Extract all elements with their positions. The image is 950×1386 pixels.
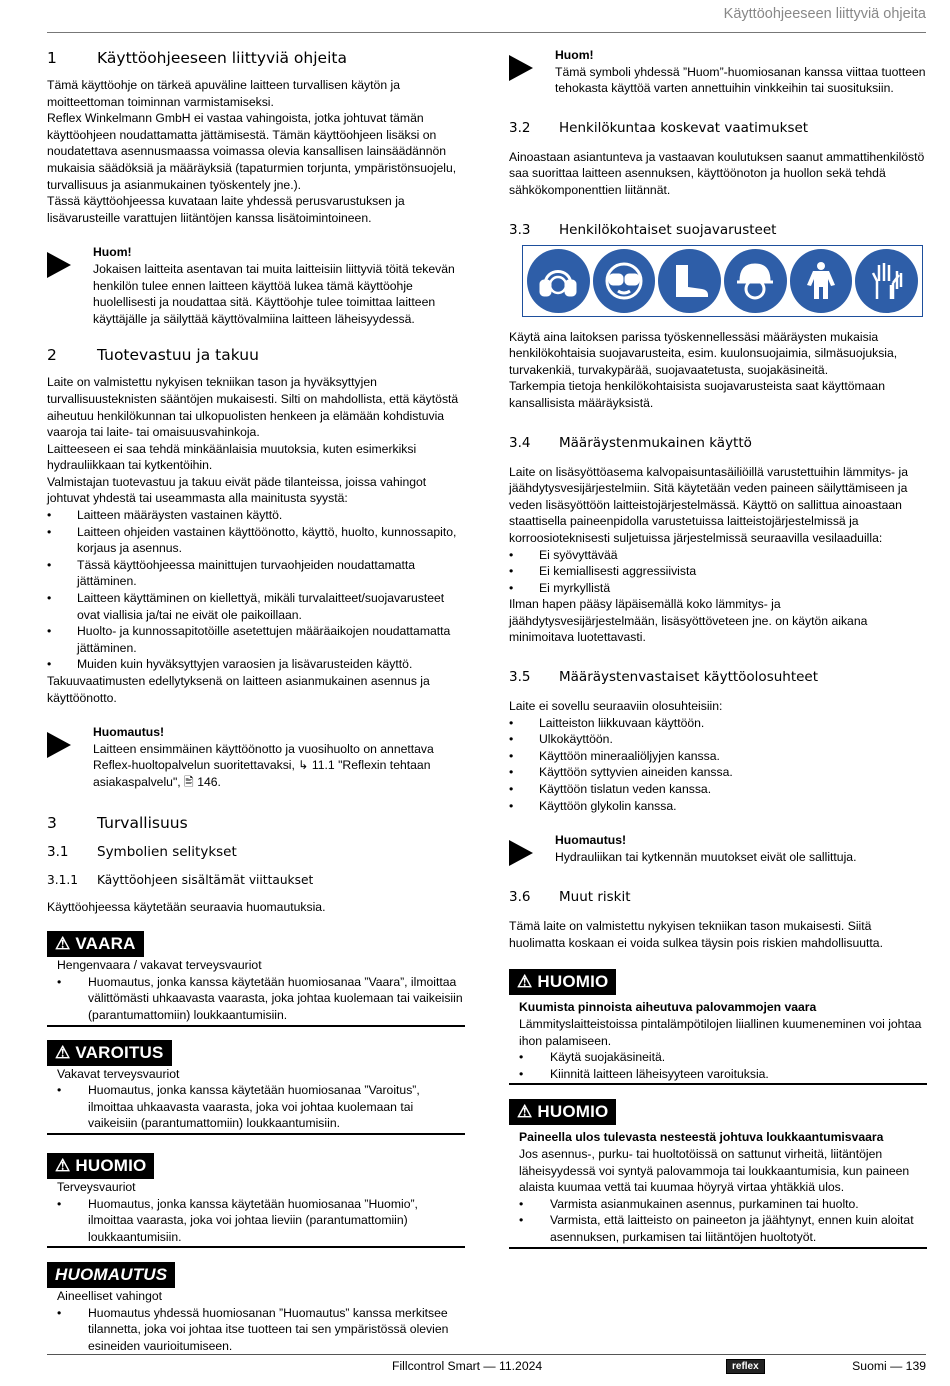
list-item: • Kiinnitä laitteen läheisyyteen varoituksia. [519,1066,927,1083]
section-3-5-heading: 3.5 Määräystenvastaiset käyttöolosuhteet [509,669,819,686]
left-column [47,40,465,1355]
footer-rule [47,1354,926,1355]
signal-label: ⚠ VAARA [47,931,144,957]
ear-protection-icon [527,249,590,313]
note-title: Huomautus! [93,725,165,740]
warning-huomautus [47,1262,465,1354]
right-column [509,40,927,1249]
signal-label: ⚠ HUOMIO [509,969,616,995]
list-item: • Huolto- ja kunnossapitotöille asetettujen määräaikojen noudattamatta jättäminen. [47,623,465,656]
list-item: • Huomautus, jonka kanssa käytetään huomiosanaa ”Varoitus”, ilmoittaa uhkaavasta vaarasta, joka voi johtaa kuolemaan tai vaikeisiin (parantumattomiin) loukkaantumisiin. [57,1082,465,1132]
warning-title: Paineella ulos tulevasta nesteestä johtuva loukkaantumisvaara [519,1130,884,1145]
list-item: • Käyttöön syttyvien aineiden kanssa. [509,764,927,781]
warning-hot-surfaces [509,969,927,1085]
section-3-heading: 3 Turvallisuus [47,813,188,832]
warning-subtitle: Hengenvaara / vakavat terveysvauriot [57,958,262,973]
note-box [509,47,927,97]
note-arrow-icon [509,840,533,866]
warning-text: Lämmityslaitteistoissa pintalämpötilojen liiallinen kuumeneminen voi johtaa ihon palamiseen. [519,1017,922,1048]
paragraph: Tämä laite on valmistettu nykyisen tekniikan tason mukaisesti. Siitä huolimatta koskaan ei voida sulkea täysin pois riskien mahdollisuutta. [509,919,883,950]
note-text: Hydrauliikan tai kytkennän muutokset eivät ole sallittuja. [555,849,857,864]
note-arrow-icon [509,55,533,81]
list-item: • Tässä käyttöohjeessa mainittujen turvaohjeiden noudattamatta jättäminen. [47,557,465,590]
signal-label: ⚠ HUOMIO [509,1099,616,1125]
section-3-1-1-heading: 3.1.1 Käyttöohjeen sisältämät viittaukset [47,872,314,887]
list-item: • Ei kemiallisesti aggressiivista [509,563,927,580]
list-item: • Laitteen ohjeiden vastainen käyttöönotto, käyttö, huolto, kunnossapito, korjaus ja asennus. [47,524,465,557]
paragraph: Takuuvaatimusten edellytyksenä on laitteen asianmukainen asennus ja käyttöönotto. [47,674,430,705]
paragraph: Tämä käyttöohje on tärkeä apuväline laitteen turvallisen käytön ja moitteettoman toiminnan varmistamiseksi. [47,78,400,109]
safety-goggles-icon [593,249,656,313]
paragraph: Käyttöohjeessa käytetään seuraavia huomautuksia. [47,899,326,914]
note-text: Jokaisen laitteita asentavan tai muita laitteisiin liittyviä töitä tekevän henkilön tulee ennen laitteen käyttöä lukea tämä käyttöohje huolellisesti ja noudattaa sitä. Käyttöohje tulee toimittaa laitteen käyttäjälle ja säilyttää käyttövalmiina laitteen läheisyydessä. [93,261,455,326]
warning-subtitle: Aineelliset vahingot [57,1289,163,1304]
header-rule [47,32,926,33]
paragraph: Valmistajan tuotevastuu ja takuu eivät päde tilanteissa, joissa vahingot johtuvat yhdestä tai useammasta alla mainitusta syystä: [47,474,427,506]
paragraph: Laite on lisäsyöttöasema kalvopaisuntasäiliöillä varustettuihin lämmitys- ja jäähdytysvesijärjestelmiin. Sitä käytetään veden paineen säilyttämiseen ja veden lisäsyöttöön laitteistojärjestelmässä. Käyttö on sallittua ainoastaan staattisella paineenpidolla varustetuissa laitteistojärjestelmissä ja korroosioteknisesti suljetuissa järjestelmissä seuraavilla vesilaaduilla: [509,464,908,545]
safety-boots-icon [658,249,721,313]
running-header: Käyttöohjeeseen liittyviä ohjeita [723,6,926,22]
note-arrow-icon [47,252,71,278]
list-item: • Varmista asianmukainen asennus, purkaminen tai huolto. [519,1196,927,1213]
paragraph: Laitteeseen ei saa tehdä minkäänlaisia muutoksia, kuten esimerkiksi hydrauliikkaan tai kytkentöihin. [47,441,417,473]
section-3-3-heading: 3.3 Henkilökohtaiset suojavarusteet [509,221,777,238]
warning-pressurized-fluid [509,1099,927,1248]
section-3-6-heading: 3.6 Muut riskit [509,889,631,906]
paragraph: Laite on valmistettu nykyisen tekniikan tason ja hyväksyttyjen turvallisuusteknisten sääntöjen mukaisesti. Silti on mahdollista, että käytöstä aiheutuu henkilökunnan tai ulkopuolisten henkeen ja elämään kohdistuvia vaaroja tai laite- tai omaisuusvahinkoja. [47,375,459,440]
list-item: • Käytä suojakäsineitä. [519,1049,927,1066]
list-item: • Käyttöön mineraaliöljyjen kanssa. [509,748,927,765]
paragraph: Tässä käyttöohjeessa kuvataan laite yhdessä perusvarustuksen ja lisävarusteille varattujen liitäntöjen kanssa lisätoimintoineen. [47,194,405,225]
note-text: Laitteen ensimmäinen käyttöönotto ja vuosihuolto on annettava Reflex-huoltopalvelun suoritettavaksi, ↳ 11.1 "Reflexin tehtaan asiakaspalvelu", 🖹 146. [93,741,434,789]
list-item: • Ulkokäyttöön. [509,731,927,748]
protective-gloves-icon [855,249,918,313]
hard-hat-icon [724,249,787,313]
list-item: • Käyttöön glykolin kanssa. [509,798,927,815]
paragraph: Tarkempia tietoja henkilökohtaisista suojavarusteista saat käyttömaan kansallisista määräyksistä. [509,379,885,410]
signal-label: HUOMAUTUS [47,1262,175,1288]
bullet-list [509,547,927,597]
paragraph: Reflex Winkelmann GmbH ei vastaa vahingoista, jotka johtuvat tämän käyttöohjeen noudattamatta jättämisestä. Tämän käyttöohjeen lisäksi on noudatettava asennusmaassa voimassa olevia kansallisen lainsäädännön mukaisia säädöksiä ja määräyksiä (tapaturmien torjunta, ympäristönsuojelu, turvallisuus ja asianmukainen työskentely jne.). [47,111,457,192]
section-1-heading: 1 Käyttöohjeeseen liittyviä ohjeita [47,49,347,67]
paragraph: Laite ei sovellu seuraaviin olosuhteisiin: [509,699,723,714]
bullet-list [47,507,465,673]
ppe-icon-strip [522,245,923,317]
note-box [47,724,465,790]
section-3-1-heading: 3.1 Symbolien selitykset [47,843,237,860]
paragraph: Ilman hapen pääsy läpäisemällä koko lämmitys- ja jäähdytysvesijärjestelmään, lisäsyöttöveteen jne. on käytön aikana minimoitava luotettavasti. [509,597,868,645]
signal-label: ⚠ HUOMIO [47,1153,154,1179]
section-3-4-heading: 3.4 Määräystenmukainen käyttö [509,434,752,451]
reflex-logo: reflex [726,1359,765,1374]
warning-vaara [47,931,465,1026]
paragraph: Käytä aina laitoksen parissa työskennellessäsi määräysten mukaisia henkilökohtaisia suojavarusteita, esim. kuulonsuojaimia, silmäsuojuksia, turvakenkiä, turvakypärää, suojavaatetusta, suojakäsineitä. [509,329,898,377]
warning-text: Jos asennus-, purku- tai huoltotöissä on sattunut virheitä, liitäntöjen läheisyydessä voi syntyä palovammoja tai loukkaantumisia, kun paineen alaista kuumaa vettä tai kuumaa höyryä virtaa yhtäkkiä ulos. [519,1146,910,1195]
list-item: • Varmista, että laitteisto on paineeton ja jäähtynyt, ennen kuin aloitat asennuksen, purkamisen tai liitäntöjen huoltotyöt. [519,1212,927,1245]
note-box [509,832,927,866]
protective-suit-icon [790,249,853,313]
note-title: Huom! [93,245,132,260]
warning-huomio [47,1153,465,1248]
footer-product: Fillcontrol Smart — 11.2024 [392,1359,543,1373]
note-title: Huomautus! [555,833,627,848]
warning-subtitle: Terveysvauriot [57,1179,136,1194]
bullet-list [509,715,927,815]
list-item: • Laitteen määräysten vastainen käyttö. [47,507,465,524]
note-text: Tämä symboli yhdessä ”Huom”-huomiosanan kanssa viittaa tuotteen tehokasta käyttöä varten annettuihin vinkkeihin tai suosituksiin. [555,64,926,96]
warning-title: Kuumista pinnoista aiheutuva palovammojen vaara [519,1000,817,1015]
list-item: • Huomautus, jonka kanssa käytetään huomiosanaa ”Huomio”, ilmoittaa vaarasta, joka voi johtaa lieviin (parantumattomiin) loukkaantumisiin. [57,1196,465,1246]
list-item: • Ei myrkyllistä [509,580,927,597]
warning-varoitus [47,1040,465,1135]
warning-subtitle: Vakavat terveysvauriot [57,1066,180,1081]
signal-label: ⚠ VAROITUS [47,1040,172,1066]
list-item: • Laitteen käyttäminen on kiellettyä, mikäli turvalaitteet/suojavarusteet ovat viallisia ja/tai ne eivät ole paikoillaan. [47,590,465,623]
list-item: • Laitteiston liikkuvaan käyttöön. [509,715,927,732]
list-item: • Huomautus yhdessä huomiosanan ”Huomautus” kanssa merkitsee tilannetta, joka voi johtaa itse tuotteen tai sen ympäristössä olevien esineiden vaurioitumiseen. [57,1305,465,1355]
footer-page: Suomi — 139 [852,1359,926,1373]
note-arrow-icon [47,732,71,758]
paragraph: Ainoastaan asiantunteva ja vastaavan koulutuksen saanut ammattihenkilöstö saa suorittaa laitteen asennuksen, käyttöönoton ja huollon sekä tehdä sähkökomponenttien liitännät. [509,149,925,197]
section-3-2-heading: 3.2 Henkilökuntaa koskevat vaatimukset [509,119,809,136]
list-item: • Ei syövyttävää [509,547,927,564]
list-item: • Huomautus, jonka kanssa käytetään huomiosanaa ”Vaara”, ilmoittaa välittömästi uhkaavasta vaarasta, joka johtaa kuolemaan tai vaikeisiin (parantumattomiin) loukkaantumisiin. [57,974,465,1024]
section-2-heading: 2 Tuotevastuu ja takuu [47,346,259,365]
list-item: • Muiden kuin hyväksyttyjen varaosien ja lisävarusteiden käyttö. [47,656,465,673]
note-title: Huom! [555,48,594,62]
note-box [47,244,465,327]
list-item: • Käyttöön tislatun veden kanssa. [509,781,927,798]
